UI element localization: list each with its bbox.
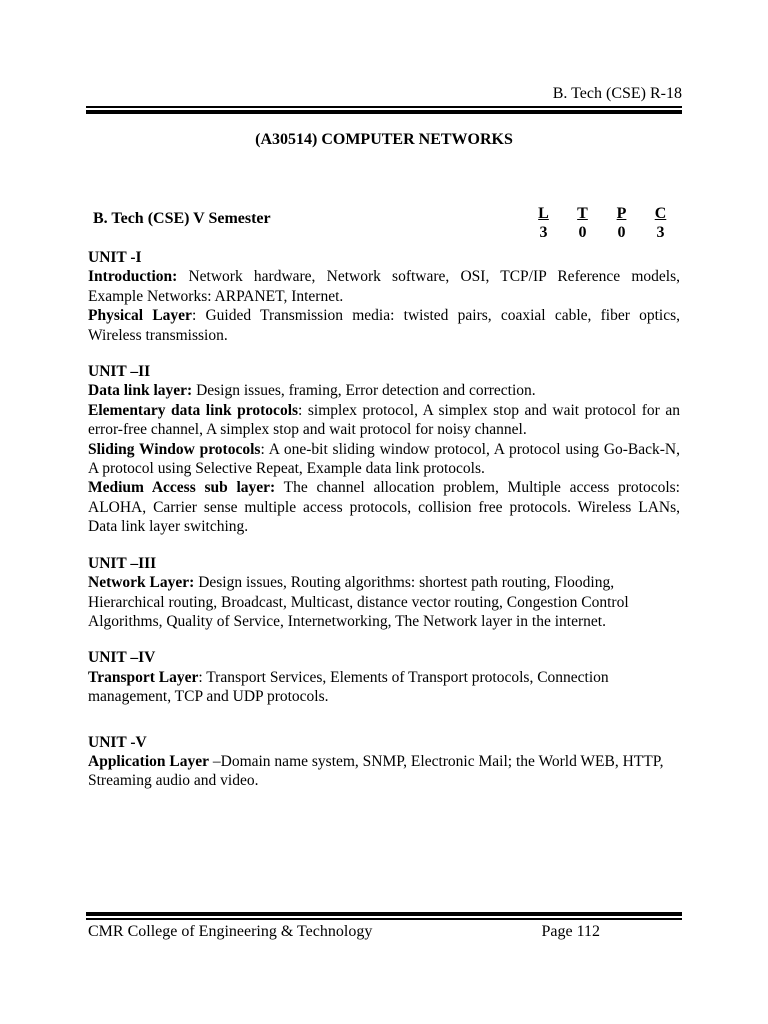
unit-title: UNIT –IV — [88, 649, 156, 667]
credit-value: 0 — [617, 224, 626, 241]
unit-title: UNIT –II — [88, 363, 151, 381]
institution-name: CMR College of Engineering & Technology — [88, 923, 373, 940]
topic-text: : Transport Services, Elements of Transport protocols, Connection management, TCP and UDP protocols. — [88, 668, 609, 706]
unit-2 — [88, 362, 680, 537]
credit-column-l — [524, 204, 563, 242]
topic-term: Physical Layer — [88, 307, 192, 325]
topic-text: : Guided Transmission media: twisted pairs, coaxial cable, fiber optics, Wireless transmission. — [88, 307, 680, 344]
page-footer — [88, 923, 600, 941]
topic-term: Elementary data link protocols — [88, 401, 299, 419]
program-header: B. Tech (CSE) R-18 — [552, 85, 682, 102]
course-title: (A30514) COMPUTER NETWORKS — [255, 131, 513, 148]
unit-title: UNIT –III — [88, 554, 157, 572]
unit-5 — [88, 733, 680, 791]
unit-title: UNIT -V — [88, 733, 147, 751]
topic-paragraph — [88, 573, 680, 631]
topic-term: Sliding Window protocols — [88, 440, 261, 458]
topic-text: The channel allocation problem, Multiple access protocols: ALOHA, Carrier sense multiple access protocols, collision free protocols. Wireless LANs, Data link layer switching. — [88, 479, 680, 536]
credit-value: 3 — [656, 224, 665, 241]
topic-paragraph — [88, 306, 680, 345]
header-rule — [86, 106, 682, 114]
footer-rule — [86, 912, 682, 920]
topic-term: Transport Layer — [88, 668, 199, 686]
credit-header: P — [616, 205, 627, 222]
credit-value: 0 — [578, 224, 587, 241]
topic-paragraph — [88, 381, 680, 400]
unit-3 — [88, 554, 680, 632]
topic-paragraph — [88, 478, 680, 536]
credit-column-p — [602, 204, 641, 242]
topic-paragraph — [88, 752, 680, 791]
topic-paragraph — [88, 267, 680, 306]
topic-text: : simplex protocol, A simplex stop and wait protocol for an error-free channel, A simplex stop and wait protocol for noisy channel. — [88, 401, 680, 439]
topic-text: Design issues, framing, Error detection and correction. — [192, 382, 536, 400]
topic-text: Design issues, Routing algorithms: shortest path routing, Flooding, Hierarchical routing, Broadcast, Multicast, distance vector routing, Congestion Control Algorithms, Quality of Service, Internetworking, The Network layer in the internet. — [88, 574, 629, 630]
credit-header: C — [654, 205, 667, 222]
topic-paragraph — [88, 668, 680, 707]
topic-term: Network Layer: — [88, 574, 195, 592]
topic-text: Network hardware, Network software, OSI, TCP/IP Reference models, Example Networks: ARPANET, Internet. — [88, 268, 680, 305]
topic-term: Data link layer: — [88, 382, 193, 400]
topic-term: Application Layer — [88, 752, 209, 770]
unit-1 — [88, 248, 680, 345]
topic-term: Introduction: — [88, 268, 178, 286]
credit-column-c — [641, 204, 680, 242]
credit-column-t — [563, 204, 602, 242]
credit-header: T — [577, 205, 588, 222]
semester-label: B. Tech (CSE) V Semester — [93, 210, 271, 227]
credit-header: L — [538, 205, 549, 222]
syllabus-content — [88, 248, 680, 791]
topic-text: : A one-bit sliding window protocol, A protocol using Go-Back-N, A protocol using Selective Repeat, Example data link protocols. — [88, 440, 681, 478]
topic-paragraph — [88, 440, 680, 479]
topic-term: Medium Access sub layer: — [88, 479, 276, 497]
page-number: Page 112 — [541, 923, 600, 940]
topic-text: –Domain name system, SNMP, Electronic Mail; the World WEB, HTTP, Streaming audio and video. — [88, 752, 664, 790]
credit-value: 3 — [539, 224, 548, 241]
credits-table — [524, 204, 680, 242]
unit-4 — [88, 648, 680, 706]
topic-paragraph — [88, 401, 680, 440]
unit-title: UNIT -I — [88, 249, 142, 266]
